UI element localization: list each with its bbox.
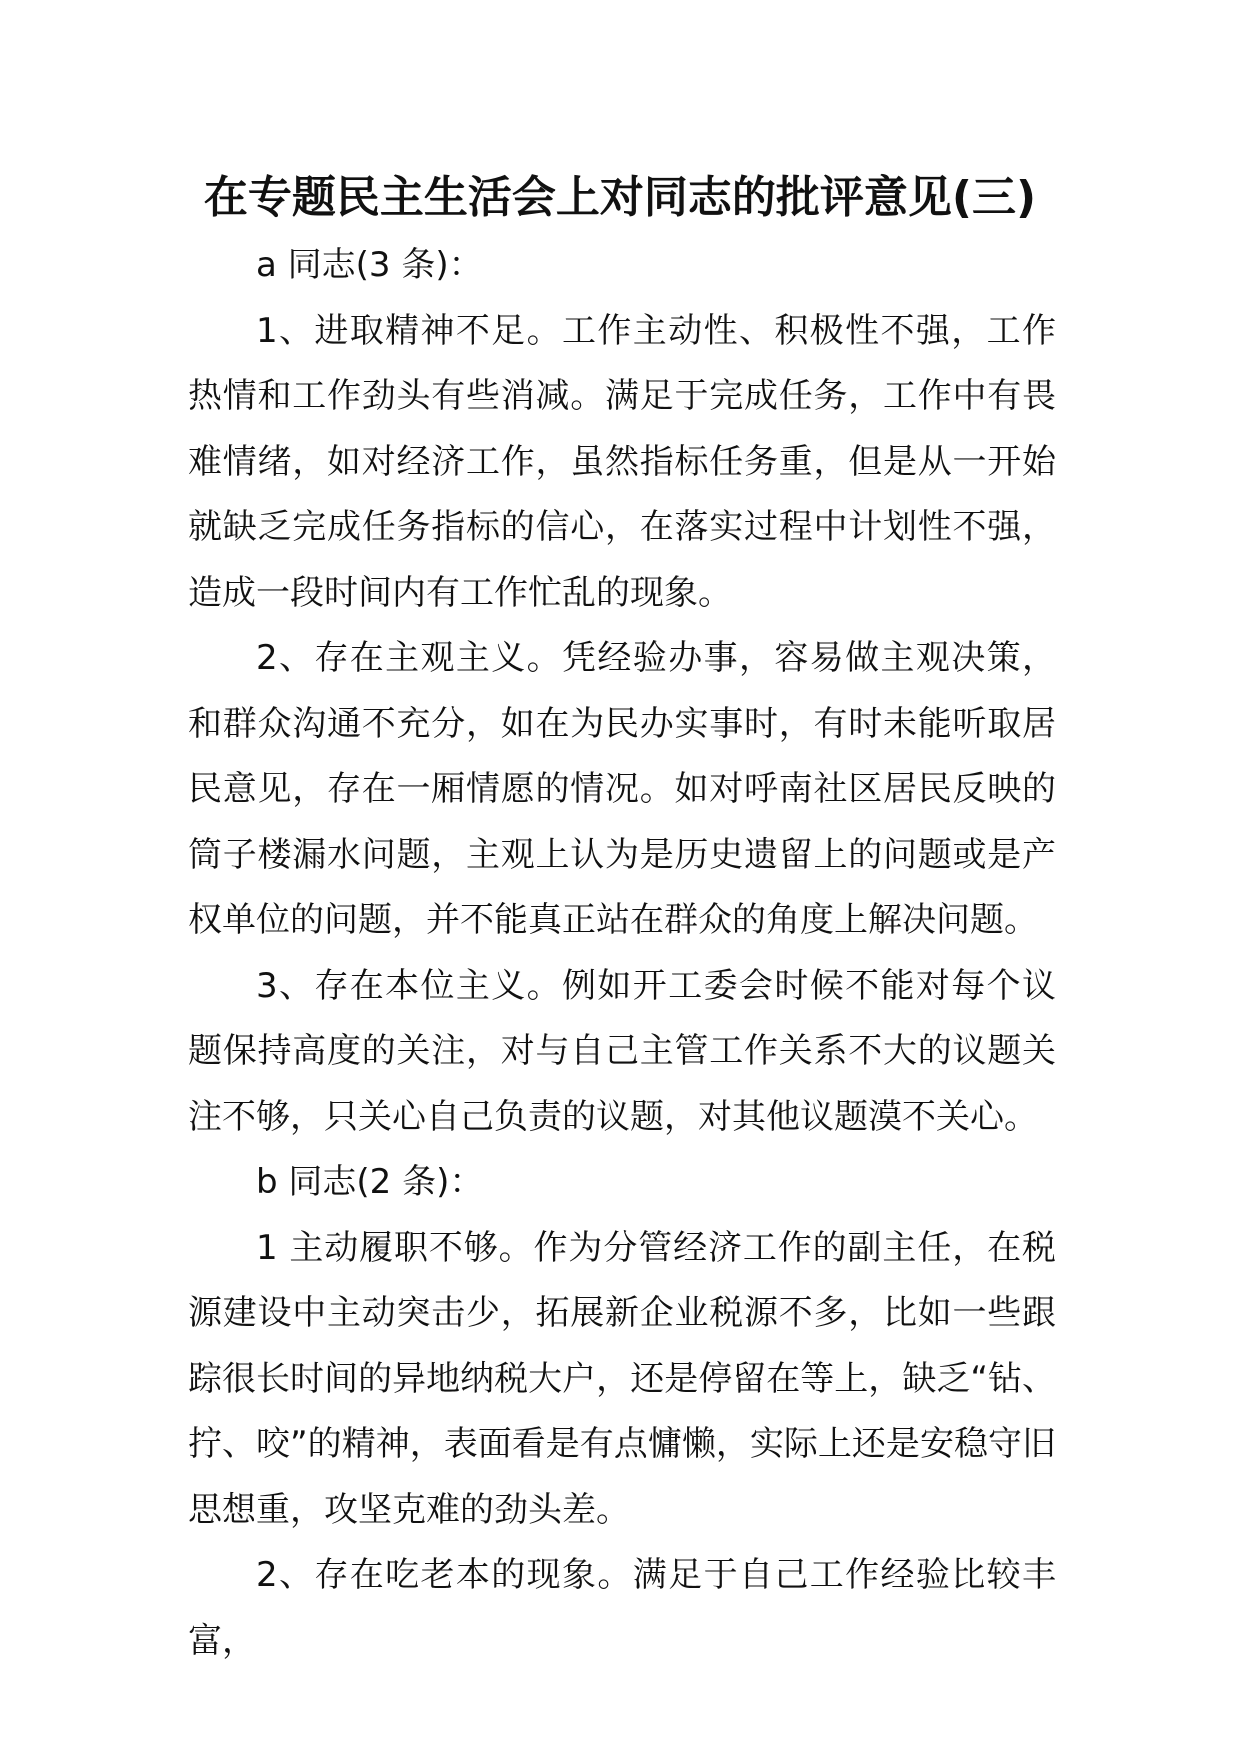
paragraph-a-2: 2、存在主观主义。凭经验办事，容易做主观决策，和群众沟通不充分，如在为民办实事时，有时未能听取居民意见，存在一厢情愿的情况。如对呼南社区居民反映的筒子楼漏水问题，主观上认为是历史遗留上的问题或是产权单位的问题，并不能真正站在群众的角度上解决问题。 xyxy=(188,638,1056,940)
section-heading-a: a 同志(3 条)： xyxy=(256,245,483,285)
document-title: 在专题民主生活会上对同志的批评意见(三) xyxy=(203,172,1037,223)
paragraph-b-1: 1 主动履职不够。作为分管经济工作的副主任，在税源建设中主动突击少，拓展新企业税源不多，比如一些跟踪很长时间的异地纳税大户，还是停留在等上，缺乏“钻、拧、咬”的精神，表面看是有点慵懒，实际上还是安稳守旧思想重，攻坚克难的劲头差。 xyxy=(188,1227,1056,1530)
paragraph-a-1: 1、进取精神不足。工作主动性、积极性不强，工作热情和工作劲头有些消减。满足于完成任务，工作中有畏难情绪，如对经济工作，虽然指标任务重，但是从一开始就缺乏完成任务指标的信心，在落实过程中计划性不强，造成一段时间内有工作忙乱的现象。 xyxy=(188,310,1056,613)
paragraph-a-3: 3、存在本位主义。例如开工委会时候不能对每个议题保持高度的关注，对与自己主管工作关系不大的议题关注不够，只关心自己负责的议题，对其他议题漠不关心。 xyxy=(188,965,1056,1137)
paragraph-b-2: 2、存在吃老本的现象。满足于自己工作经验比较丰富， xyxy=(188,1555,1056,1661)
document-body xyxy=(188,233,1056,1674)
section-heading-b: b 同志(2 条)： xyxy=(256,1162,484,1202)
